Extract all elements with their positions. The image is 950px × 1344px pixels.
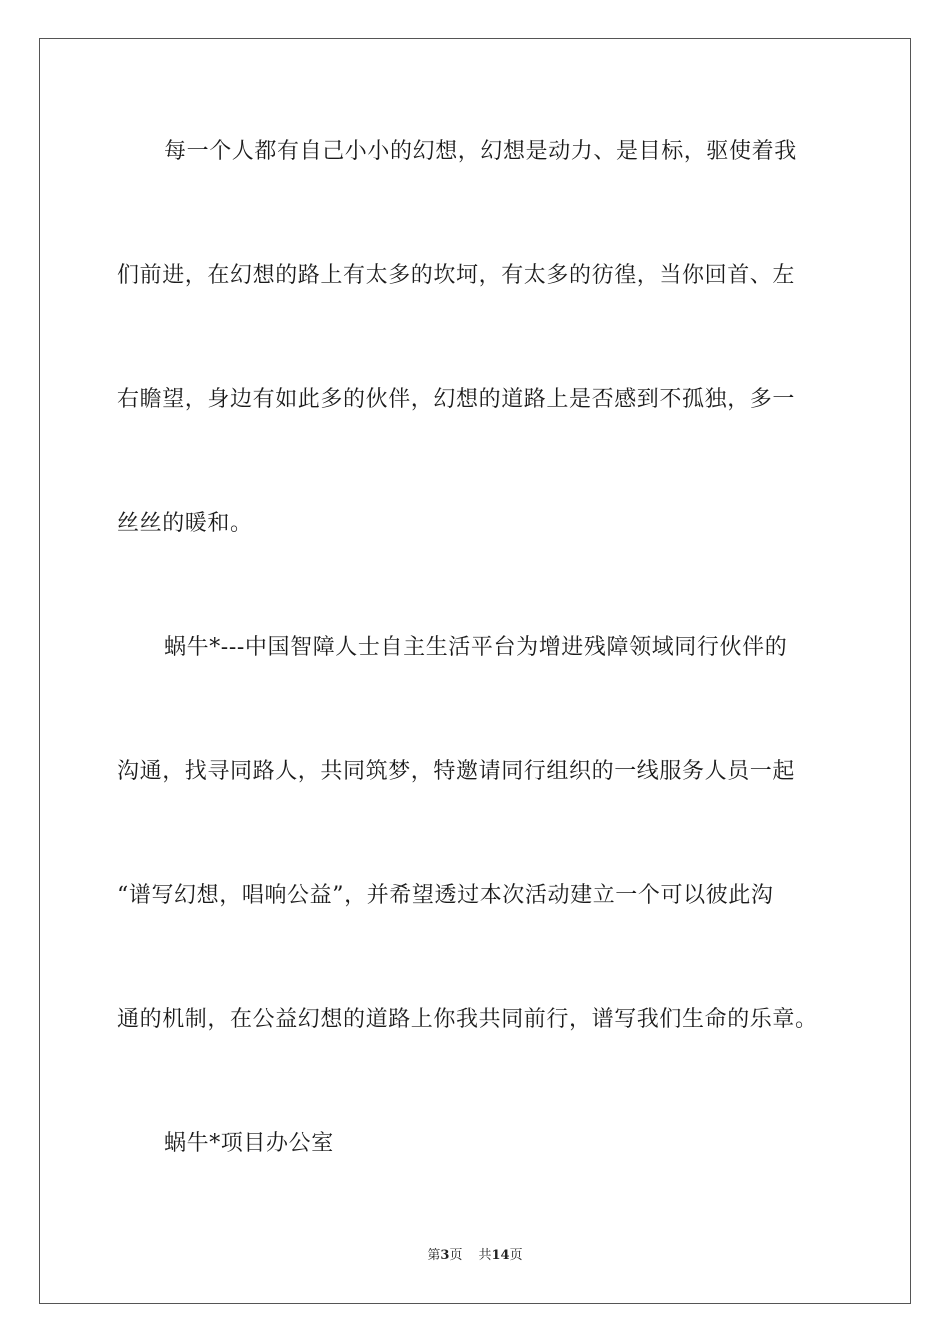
paragraph-1-line-4: 丝丝的暖和。 xyxy=(117,511,253,536)
total-prefix: 共 xyxy=(478,1248,492,1263)
paragraph-2-line-3: “谱写幻想，唱响公益”，并希望透过本次活动建立一个可以彼此沟 xyxy=(117,883,774,908)
total-suffix: 页 xyxy=(509,1248,523,1263)
page-number: 3 xyxy=(440,1248,450,1263)
paragraph-1-line-3: 右瞻望，身边有如此多的伙伴，幻想的道路上是否感到不孤独，多一 xyxy=(117,387,796,412)
paragraph-1-line-2: 们前进，在幻想的路上有太多的坎坷，有太多的彷徨，当你回首、左 xyxy=(117,263,796,288)
page-suffix: 页 xyxy=(449,1248,463,1263)
paragraph-2-line-4: 通的机制，在公益幻想的道路上你我共同前行，谱写我们生命的乐章。 xyxy=(117,1007,818,1032)
signature-line: 蜗牛*项目办公室 xyxy=(164,1131,334,1156)
paragraph-2-line-2: 沟通，找寻同路人，共同筑梦，特邀请同行组织的一线服务人员一起 xyxy=(117,759,796,784)
page-border xyxy=(39,38,911,1304)
page-footer xyxy=(0,1247,950,1265)
total-pages: 14 xyxy=(491,1248,510,1263)
paragraph-1-line-1: 每一个人都有自己小小的幻想，幻想是动力、是目标，驱使着我 xyxy=(164,139,797,164)
paragraph-2-line-1: 蜗牛*---中国智障人士自主生活平台为增进残障领域同行伙伴的 xyxy=(164,635,788,660)
page-prefix: 第 xyxy=(427,1248,441,1263)
